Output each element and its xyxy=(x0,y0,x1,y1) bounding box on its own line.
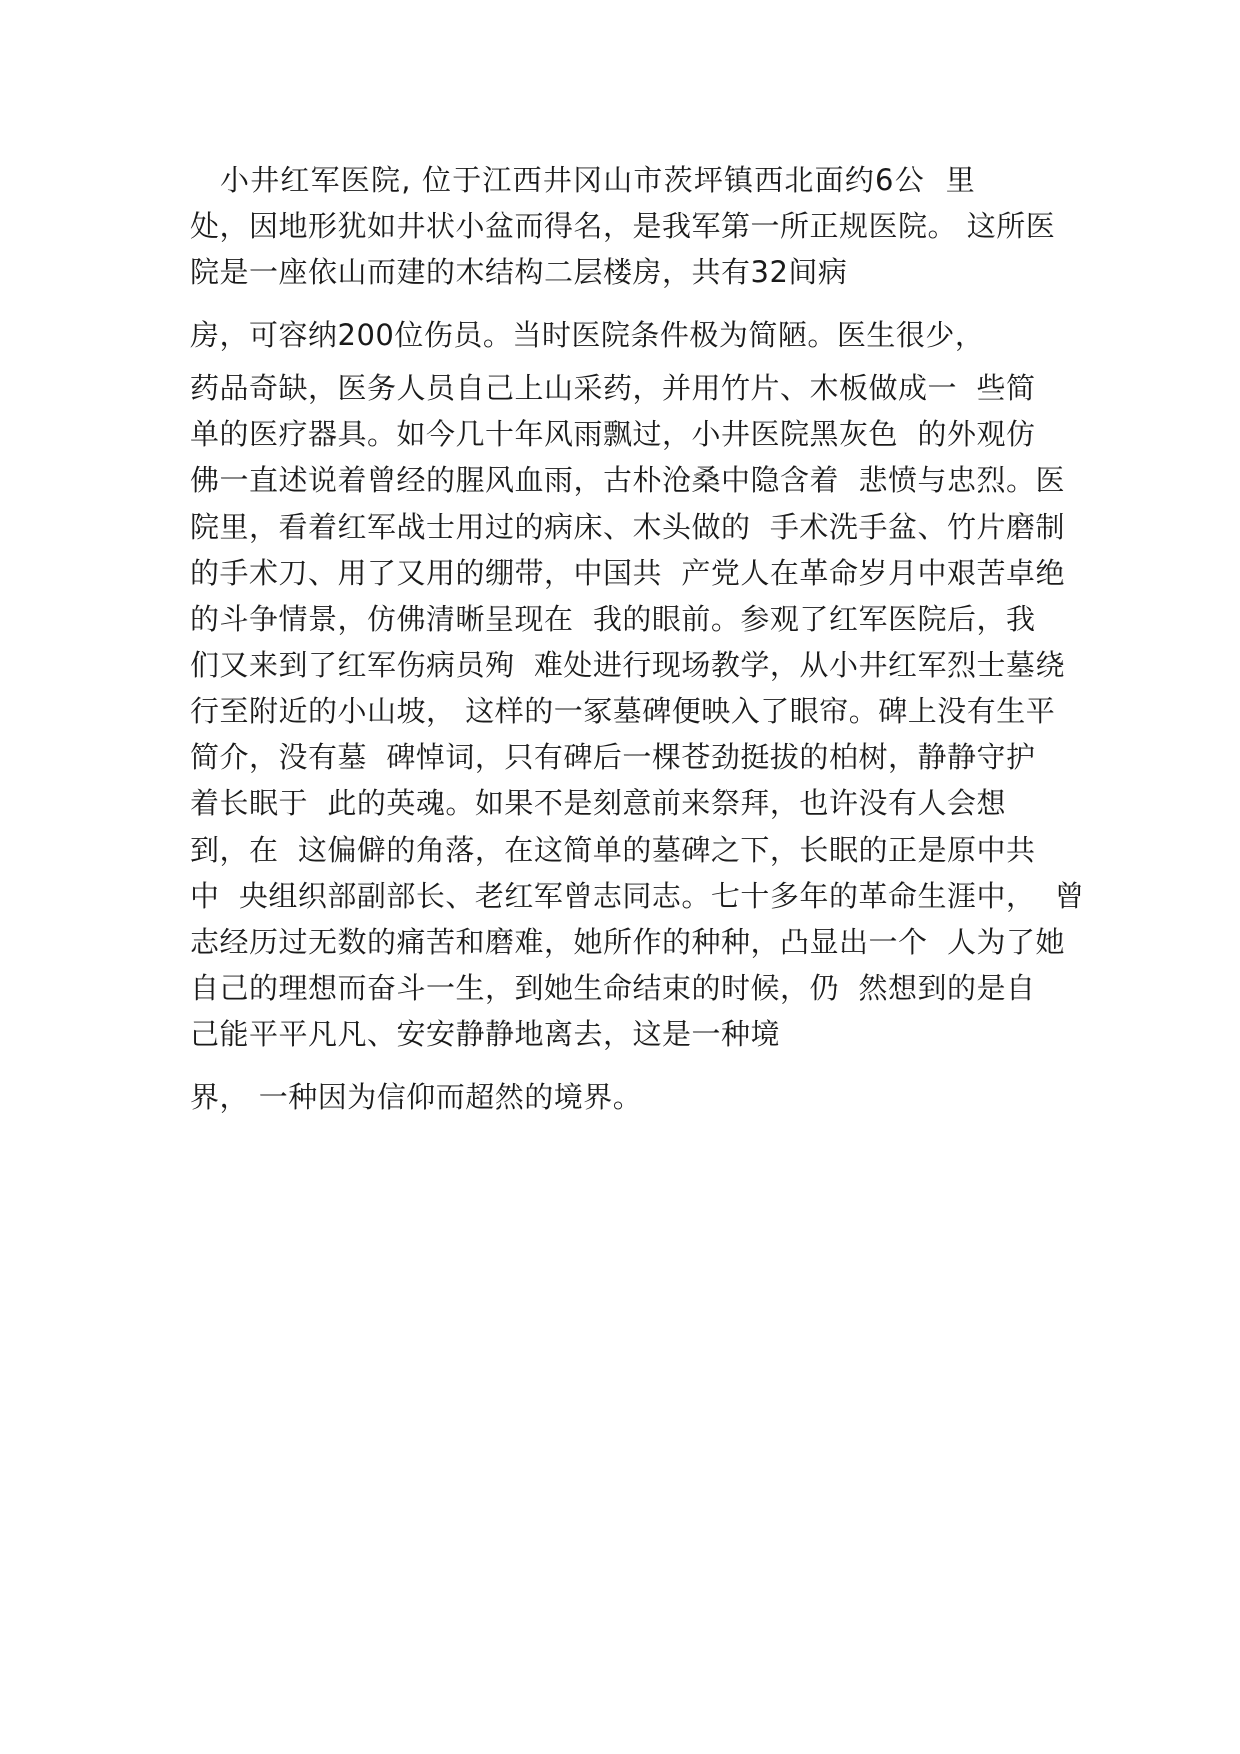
text-line-20: 界， 一种因为信仰而超然的境界。 xyxy=(190,1080,643,1114)
text-line-14: 着长眠于 此的英魂。如果不是刻意前来祭拜，也许没有人会想 xyxy=(190,786,1006,820)
text-line-10: 的斗争情景，仿佛清晰呈现在 我的眼前。参观了红军医院后，我 xyxy=(190,602,1036,636)
text-line-19: 己能平平凡凡、安安静静地离去，这是一种境 xyxy=(190,1017,781,1051)
text-line-1: 小井红军医院, 位于江西井冈山市茨坪镇西北面约6公 里 xyxy=(220,163,976,197)
text-line-7: 佛一直述说着曾经的腥风血雨，古朴沧桑中隐含着 悲愤与忠烈。医 xyxy=(190,463,1065,497)
text-line-12: 行至附近的小山坡， 这样的一冢墓碑便映入了眼帘。碑上没有生平 xyxy=(190,694,1056,728)
text-line-11: 们又来到了红军伤病员殉 难处进行现场教学，从小井红军烈士墓绕 xyxy=(190,648,1065,682)
text-line-5: 药品奇缺，医务人员自己上山采药，并用竹片、木板做成一 些简 xyxy=(190,371,1036,405)
text-line-16: 中 央组织部副部长、老红军曾志同志。七十多年的革命生涯中， 曾 xyxy=(190,879,1085,913)
text-line-17: 志经历过无数的痛苦和磨难，她所作的种种，凸显出一个 人为了她 xyxy=(190,925,1065,959)
text-line-2: 处，因地形犹如井状小盆而得名，是我军第一所正规医院。 这所医 xyxy=(190,209,1056,243)
text-line-6: 单的医疗器具。如今几十年风雨飘过，小井医院黑灰色 的外观仿 xyxy=(190,417,1036,451)
text-line-18: 自己的理想而奋斗一生，到她生命结束的时候，仍 然想到的是自 xyxy=(190,971,1036,1005)
text-line-3: 院是一座依山而建的木结构二层楼房，共有32间病 xyxy=(190,255,848,289)
text-line-13: 简介，没有墓 碑悼词，只有碑后一棵苍劲挺拔的柏树，静静守护 xyxy=(190,740,1036,774)
text-line-8: 院里，看着红军战士用过的病床、木头做的 手术洗手盆、竹片磨制 xyxy=(190,510,1065,544)
text-line-4: 房，可容纳200位伤员。当时医院条件极为简陋。医生很少， xyxy=(190,318,985,352)
text-line-15: 到，在 这偏僻的角落，在这简单的墓碑之下，长眠的正是原中共 xyxy=(190,833,1036,867)
text-line-9: 的手术刀、用了又用的绷带，中国共 产党人在革命岁月中艰苦卓绝 xyxy=(190,556,1065,590)
